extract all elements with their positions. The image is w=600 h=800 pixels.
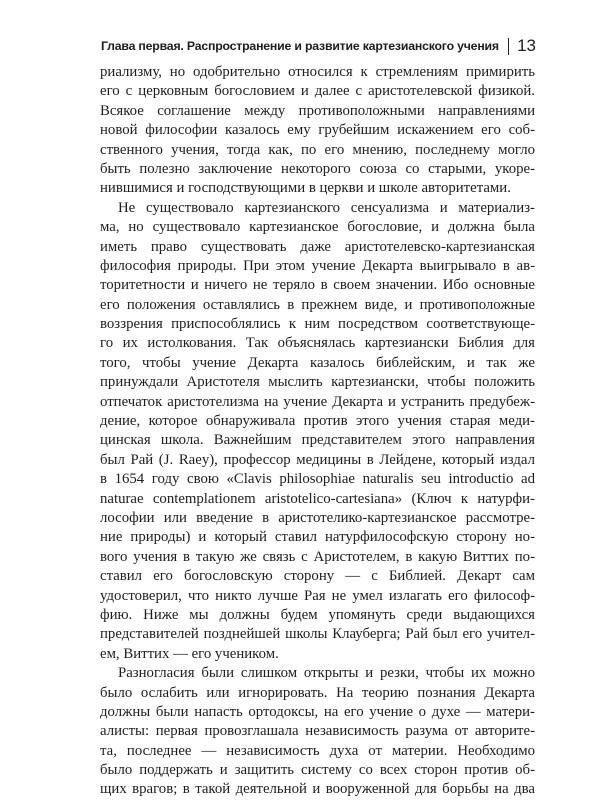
text-line: Всякое соглашение между противоположными направлениями xyxy=(100,102,535,119)
text-line: naturae contemplationem aristotelico-cartesiana» (Ключ к натурфи- xyxy=(100,490,535,507)
text-line: новой философии казалось ему грубейшим искажением его соб- xyxy=(100,122,535,139)
text-line: принуждали Аристотеля мыслить картезиански, чтобы положить xyxy=(100,374,535,391)
text-line: ние природы) и который ставил натурфилософскую сторону но- xyxy=(100,529,535,546)
text-line: го их истолкования. Так объяснялась картезиански Библия для xyxy=(100,335,535,352)
text-line: нившимися и господствующими в церкви и школе авторитетами. xyxy=(100,180,511,197)
header-separator xyxy=(508,38,509,55)
text-line: ем, Виттих — его учеником. xyxy=(100,645,279,662)
text-line: Разногласия были слишком открыты и резки, чтобы их можно xyxy=(118,665,535,682)
text-line: лософии или введение в аристотелико-картезианское рассмотре- xyxy=(100,509,535,526)
text-line: щих врагов; в такой деятельной и вооруженной для борьбы на два xyxy=(100,781,535,798)
text-line: цинская школа. Важнейшим представителем этого направления xyxy=(100,432,535,449)
text-line: того, чтобы учение Декарта казалось библейским, и так же xyxy=(100,354,535,371)
text-line: представителей позднейшей школы Клауберга; Рай был его учител- xyxy=(100,626,535,643)
text-line: его положения оставлялись в прежнем виде, и противоположные xyxy=(100,296,535,313)
page-number: 13 xyxy=(517,36,536,55)
text-line: ставил его богословскую сторону — с Библией. Декарт сам xyxy=(100,568,535,585)
text-line: торитетности и ничего не теряло в своем значении. Ибо основные xyxy=(100,277,535,294)
text-line: было поддержать и защитить систему со всех сторон против об- xyxy=(100,762,535,779)
running-header xyxy=(96,34,536,58)
text-line: алисты: первая провозглашала независимость разума от авторите- xyxy=(100,723,535,740)
paragraph xyxy=(100,199,535,664)
text-line: Не существовало картезианского сенсуализма и материализ- xyxy=(118,199,535,216)
text-line: вого учения в такую же связь с Аристотелем, в какую Виттих по- xyxy=(100,548,535,565)
text-line: фию. Ниже мы должны будем упомянуть среди выдающихся xyxy=(100,606,535,623)
text-line: отпечаток аристотелизма на учение Декарта и устранить предубеж- xyxy=(100,393,535,410)
text-line: риализму, но одобрительно относился к стремлениям примирить xyxy=(100,64,535,80)
body-text xyxy=(100,63,535,800)
text-line: та, последнее — независимость духа от материи. Необходимо xyxy=(100,742,535,759)
text-line: в 1654 году свою «Clavis philosophiae naturalis seu introductio ad xyxy=(100,471,535,488)
text-line: должны были напасть ортодоксы, на его учение о духе — матери- xyxy=(100,703,535,720)
text-line: был Рай (J. Raey), профессор медицины в Лейдене, который издал xyxy=(100,451,535,468)
text-line: ственного учения, тогда как, по его мнению, последнему могло xyxy=(100,141,535,158)
text-line: удостоверил, что никто лучше Рая не умел излагать его философ- xyxy=(100,587,535,604)
text-line: было ослабить или игнорировать. На теорию познания Декарта xyxy=(100,684,535,701)
paragraph xyxy=(100,63,535,199)
text-line: воззрения приспособлялись к ним посредством соответствующе- xyxy=(100,316,535,333)
running-title: Глава первая. Распространение и развитие картезианского учения xyxy=(100,39,499,53)
text-line: его с церковным богословием и далее с аристотелевской физикой. xyxy=(100,83,535,100)
text-line: ма, но существовало картезианское богословие, и должна была xyxy=(100,219,535,236)
text-line: дение, которое обнаруживала против этого учения старая меди- xyxy=(100,413,535,430)
text-line: быть полезно заключение некоторого союза со старыми, укоре- xyxy=(100,160,535,177)
paragraph xyxy=(100,664,535,800)
text-line: иметь право существовать даже аристотелевско-картезианская xyxy=(100,238,535,255)
text-line: философия природы. При этом учение Декарта выигрывало в ав- xyxy=(100,257,535,274)
